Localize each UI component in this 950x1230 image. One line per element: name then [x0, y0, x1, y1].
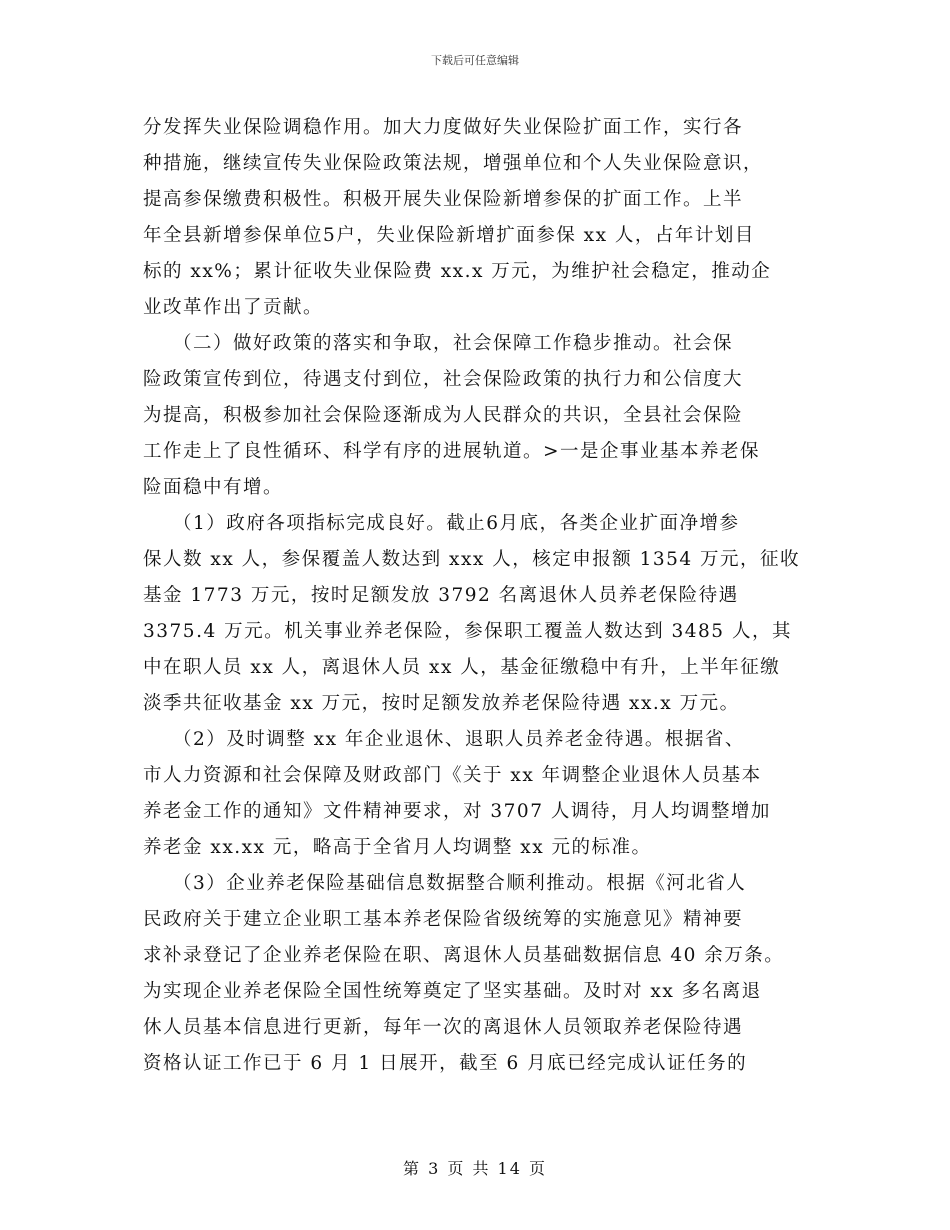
text-line: 为实现企业养老保险全国性统筹奠定了坚实基础。及时对 xx 多名离退 [143, 981, 762, 1002]
text-line: 3375.4 万元。机关事业养老保险，参保职工覆盖人数达到 3485 人，其 [143, 621, 792, 642]
text-line: 为提高，积极参加社会保险逐渐成为人民群众的共识，全县社会保险 [143, 405, 744, 426]
text-line: 年全县新增参保单位5户，失业保险新增扩面参保 xx 人，占年计划目 [143, 225, 755, 246]
text-line: 业改革作出了贡献。 [143, 297, 324, 318]
text-line: 提高参保缴费积极性。积极开展失业保险新增参保的扩面工作。上半 [143, 189, 744, 210]
paragraph-start-line: （二）做好政策的落实和争取，社会保障工作稳步推动。社会保 [173, 333, 734, 354]
text-line: 险面稳中有增。 [143, 477, 284, 498]
page-number: 第 3 页 共 14 页 [403, 1159, 547, 1178]
text-line: 标的 xx%；累计征收失业保险费 xx.x 万元，为维护社会稳定，推动企 [143, 261, 772, 282]
text-line: 养老金 xx.xx 元，略高于全省月人均调整 xx 元的标准。 [143, 837, 652, 858]
text-line: 求补录登记了企业养老保险在职、离退休人员基础数据信息 40 余万条。 [143, 945, 785, 966]
text-line: 工作走上了良性循环、科学有序的进展轨道。>一是企事业基本养老保 [143, 441, 761, 462]
text-line: 市人力资源和社会保障及财政部门《关于 xx 年调整企业退休人员基本 [143, 765, 762, 786]
text-line: 险政策宣传到位，待遇支付到位，社会保险政策的执行力和公信度大 [143, 369, 744, 390]
text-line: 资格认证工作已于 6 月 1 日展开，截至 6 月底已经完成认证任务的 [143, 1053, 748, 1074]
text-line: 中在职人员 xx 人，离退休人员 xx 人，基金征缴稳中有升，上半年征缴 [143, 657, 781, 678]
paragraph-start-line: （1）政府各项指标完成良好。截止6月底，各类企业扩面净增参 [173, 513, 740, 534]
text-line: 淡季共征收基金 xx 万元，按时足额发放养老保险待遇 xx.x 万元。 [143, 693, 740, 714]
text-line: 种措施，继续宣传失业保险政策法规，增强单位和个人失业保险意识， [143, 153, 764, 174]
paragraph-start-line: （3）企业养老保险基础信息数据整合顺利推动。根据《河北省人 [173, 873, 747, 894]
text-line: 分发挥失业保险调稳作用。加大力度做好失业保险扩面工作，实行各 [143, 117, 744, 138]
page-header-note: 下载后可任意编辑 [431, 54, 519, 67]
text-line: 民政府关于建立企业职工基本养老保险省级统筹的实施意见》精神要 [143, 909, 744, 930]
text-line: 休人员基本信息进行更新，每年一次的离退休人员领取养老保险待遇 [143, 1017, 744, 1038]
text-line: 养老金工作的通知》文件精神要求，对 3707 人调待，月人均调整增加 [143, 801, 771, 822]
document-body [143, 110, 813, 1082]
text-line: 基金 1773 万元，按时足额发放 3792 名离退休人员养老保险待遇 [143, 585, 739, 606]
text-line: 保人数 xx 人，参保覆盖人数达到 xxx 人，核定申报额 1354 万元，征收 [143, 549, 801, 570]
paragraph-start-line: （2）及时调整 xx 年企业退休、退职人员养老金待遇。根据省、 [173, 729, 745, 750]
